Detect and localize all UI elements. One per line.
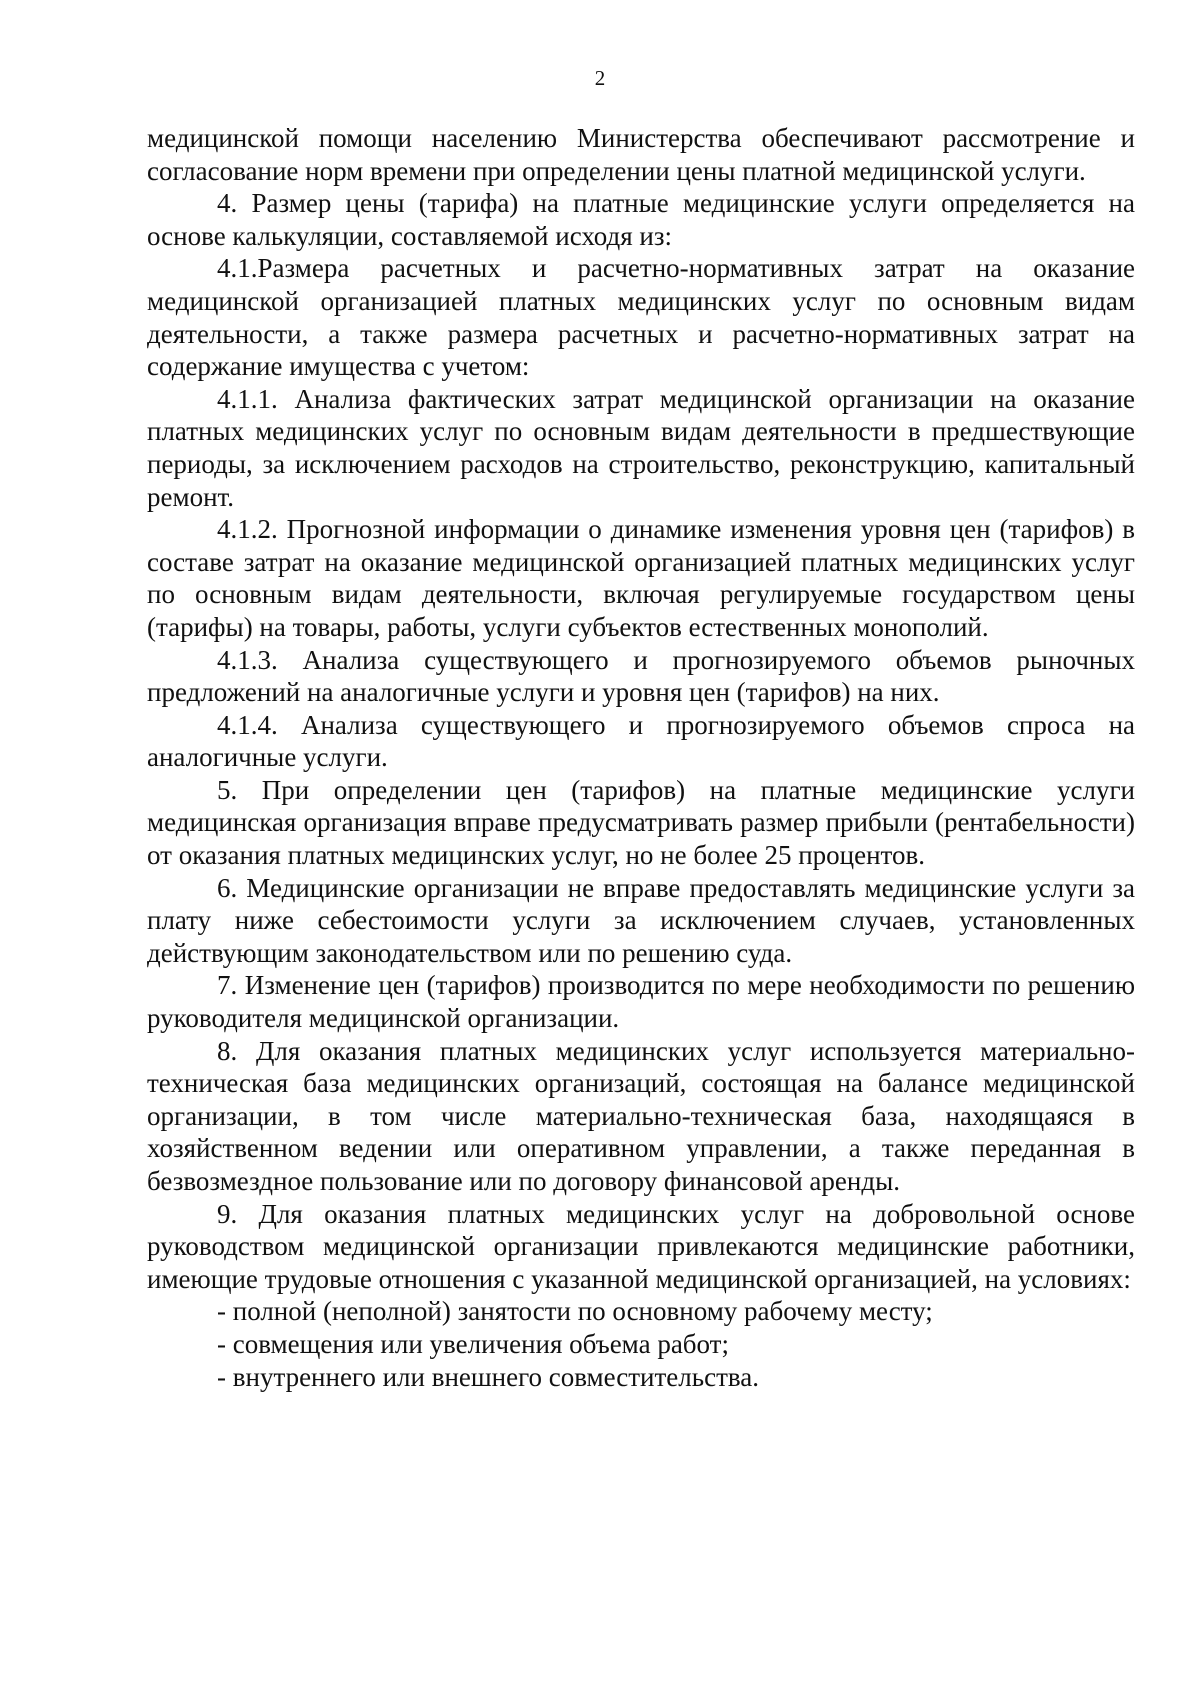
paragraph-5: 5. При определении цен (тарифов) на платные медицинские услуги медицинская организация вправе предусматривать размер прибыли (рентабельности) от оказания платных медицинских услуг, но не более 25 процентов. — [147, 774, 1135, 871]
paragraph-4-1-1: 4.1.1. Анализа фактических затрат медицинской организации на оказание платных медицинских услуг по основным видам деятельности в предшествующие периоды, за исключением расходов на строительство, реконструкцию, капитальный ремонт. — [147, 383, 1135, 512]
paragraph-4: 4. Размер цены (тарифа) на платные медицинские услуги определяется на основе калькуляции, составляемой исходя из: — [147, 188, 1135, 251]
paragraph-continuation: медицинской помощи населению Министерства обеспечивают рассмотрение и согласование норм времени при определении цены платной медицинской услуги. — [147, 123, 1135, 186]
paragraph-8: 8. Для оказания платных медицинских услуг используется материально-техническая база медицинских организаций, состоящая на балансе медицинской организации, в том числе материально-техническая база, находящаяся в хозяйственном ведении или оперативном управлении, а также переданная в безвозмездное пользование или по договору финансовой аренды. — [147, 1035, 1135, 1196]
paragraph-4-1-4: 4.1.4. Анализа существующего и прогнозируемого объемов спроса на аналогичные услуги. — [147, 709, 1135, 773]
paragraph-4-1-3: 4.1.3. Анализа существующего и прогнозируемого объемов рыночных предложений на аналогичные услуги и уровня цен (тарифов) на них. — [147, 644, 1135, 708]
paragraph-4-1-2: 4.1.2. Прогнозной информации о динамике изменения уровня цен (тарифов) в составе затрат на оказание медицинской организацией платных медицинских услуг по основным видам деятельности, включая регулируемые государством цены (тарифы) на товары, работы, услуги субъектов естественных монополий. — [147, 514, 1135, 642]
list-item-full-employment: - полной (неполной) занятости по основному рабочему месту; — [217, 1296, 933, 1327]
paragraph-4-1: 4.1.Размера расчетных и расчетно-нормативных затрат на оказание медицинской организацией платных медицинских услуг по основным видам деятельности, а также размера расчетных и расчетно-нормативных затрат на содержание имущества с учетом: — [147, 253, 1135, 382]
paragraph-9: 9. Для оказания платных медицинских услуг на добровольной основе руководством медицинской организации привлекаются медицинские работники, имеющие трудовые отношения с указанной медицинской организацией, на условиях: — [147, 1198, 1135, 1294]
list-item-combination: - совмещения или увеличения объема работ; — [217, 1328, 729, 1359]
paragraph-6: 6. Медицинские организации не вправе предоставлять медицинские услуги за плату ниже себестоимости услуги за исключением случаев, установленных действующим законодательством или по решению суда. — [147, 872, 1135, 968]
document-body — [147, 122, 1135, 1393]
list-item-part-time: - внутреннего или внешнего совместительства. — [217, 1361, 759, 1392]
paragraph-7: 7. Изменение цен (тарифов) производится по мере необходимости по решению руководителя медицинской организации. — [147, 970, 1135, 1034]
page-number: 2 — [594, 66, 606, 90]
